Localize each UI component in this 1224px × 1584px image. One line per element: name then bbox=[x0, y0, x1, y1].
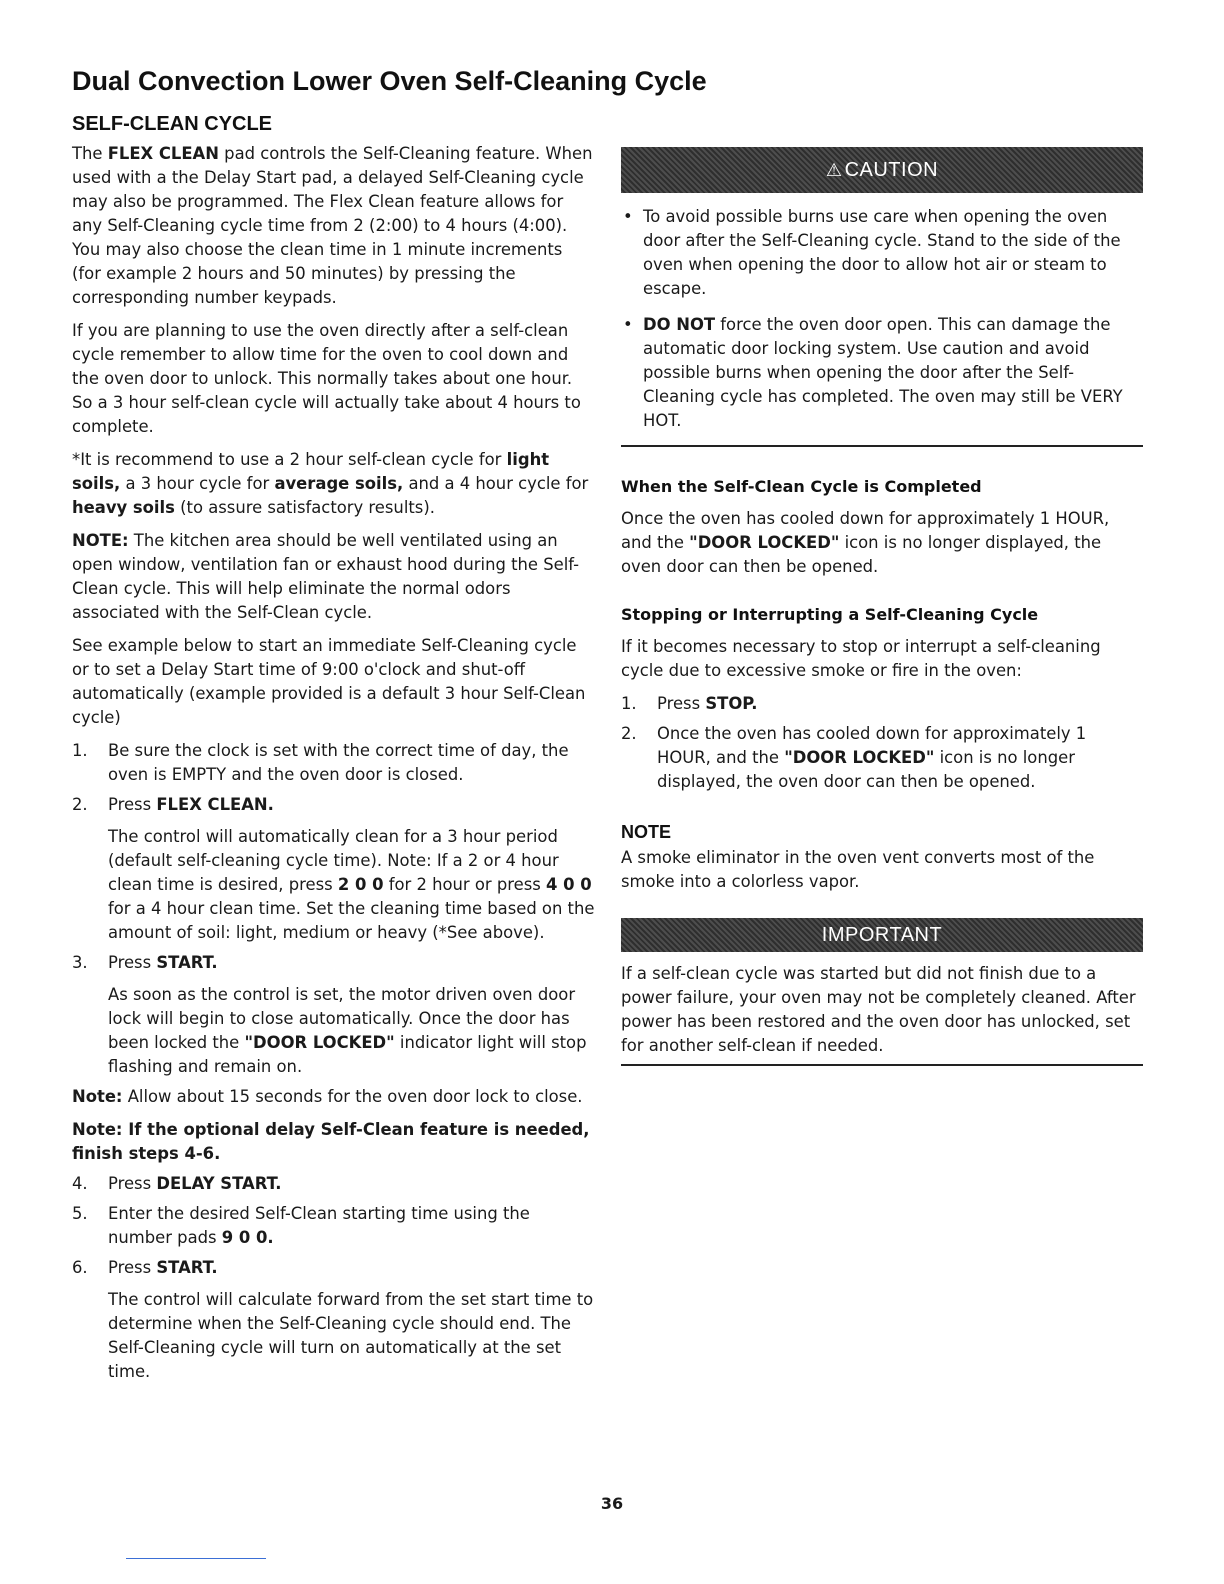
right-column bbox=[621, 147, 1143, 1066]
step-4: 4. Press DELAY START. bbox=[72, 1174, 282, 1193]
delay-note: Note: If the optional delay Self-Clean feature is needed, finish steps 4-6. bbox=[72, 1120, 590, 1163]
step-3-detail: As soon as the control is set, the motor driven oven door lock will begin to close automatically. Once the door has been locked the "DOOR LOCKED" indicator light will stop flashing and remain on. bbox=[108, 985, 587, 1076]
steps-list-a bbox=[72, 739, 596, 1079]
page-number: 36 bbox=[600, 1494, 624, 1513]
important-text: If a self-clean cycle was started but did not finish due to a power failure, your oven may not be completely cleaned. After power has been restored and the oven door has unlocked, set for another self-clean if needed. bbox=[621, 964, 1136, 1055]
step-2-detail: The control will automatically clean for a 3 hour period (default self-cleaning cycle time). Note: If a 2 or 4 hour clean time is desired, press 2 0 0 for 2 hour or press 4 0 0 for a 4 hour clean time. Set the cleaning time based on the amount of soil: light, medium or heavy (*See above). bbox=[108, 827, 595, 942]
note-heading: NOTE bbox=[621, 822, 672, 842]
stopping-steps bbox=[621, 692, 1143, 794]
left-column bbox=[72, 112, 596, 1390]
step-5: 5. Enter the desired Self-Clean starting time using the number pads 9 0 0. bbox=[72, 1204, 530, 1247]
step-6-detail: The control will calculate forward from the set start time to determine when the Self-Cleaning cycle should end. The Self-Cleaning cycle will turn on automatically at the set time. bbox=[108, 1290, 594, 1381]
completed-heading: When the Self-Clean Cycle is Completed bbox=[621, 477, 982, 496]
caution-banner bbox=[621, 147, 1143, 193]
footer-line bbox=[126, 1558, 266, 1559]
recommend-paragraph: *It is recommend to use a 2 hour self-clean cycle for light soils, a 3 hour cycle for average soils, and a 4 hour cycle for heavy soils (to assure satisfactory results). bbox=[72, 450, 589, 517]
completed-text: Once the oven has cooled down for approximately 1 HOUR, and the "DOOR LOCKED" icon is no longer displayed, the oven door can then be opened. bbox=[621, 509, 1110, 576]
stopping-heading: Stopping or Interrupting a Self-Cleaning Cycle bbox=[621, 605, 1039, 624]
important-divider bbox=[621, 1064, 1143, 1066]
caution-item: • DO NOT force the oven door open. This can damage the automatic door locking system. Use caution and avoid possible burns when opening the door after the Self-Cleaning cycle has completed. The oven may still be VERY HOT. bbox=[623, 315, 1123, 430]
step-1: 1. Be sure the clock is set with the correct time of day, the oven is EMPTY and the oven door is closed. bbox=[72, 741, 569, 784]
important-banner bbox=[621, 918, 1143, 952]
lock-note: Note: Allow about 15 seconds for the oven door lock to close. bbox=[72, 1087, 583, 1106]
caution-item: • To avoid possible burns use care when opening the oven door after the Self-Cleaning cycle. Stand to the side of the oven when opening the door to allow hot air or steam to escape. bbox=[623, 207, 1121, 298]
steps-list-b bbox=[72, 1172, 596, 1384]
note-text: A smoke eliminator in the oven vent converts most of the smoke into a colorless vapor. bbox=[621, 848, 1095, 891]
important-label: IMPORTANT bbox=[821, 924, 943, 946]
caution-divider bbox=[621, 445, 1143, 447]
step-3: 3. Press START. As soon as the control is set, the motor driven oven door lock will begin to close automatically. Once the door has been locked the "DOOR LOCKED" indicator light will stop flashing and remain on. bbox=[72, 951, 596, 1079]
example-paragraph: See example below to start an immediate Self-Cleaning cycle or to set a Delay Start time of 9:00 o'clock and shut-off automatically (example provided is a default 3 hour Self-Clean cycle) bbox=[72, 636, 586, 727]
stop-step-2: 2. Once the oven has cooled down for approximately 1 HOUR, and the "DOOR LOCKED" icon is no longer displayed, the oven door can then be opened. bbox=[621, 724, 1087, 791]
planning-paragraph: If you are planning to use the oven directly after a self-clean cycle remember to allow time for the oven to cool down and the oven door to unlock. This normally takes about one hour. So a 3 hour self-clean cycle will actually take about 4 hours to complete. bbox=[72, 321, 581, 436]
warning-triangle-icon: ⚠ bbox=[825, 160, 843, 180]
caution-list bbox=[621, 205, 1143, 433]
intro-paragraph: The FLEX CLEAN pad controls the Self-Cleaning feature. When used with a the Delay Start pad, a delayed Self-Cleaning cycle may also be programmed. The Flex Clean feature allows for any Self-Cleaning cycle time from 2 (2:00) to 4 hours (4:00). You may also choose the clean time in 1 minute increments (for example 2 hours and 50 minutes) by pressing the corresponding number keypads. bbox=[72, 144, 593, 307]
step-2: 2. Press FLEX CLEAN. The control will automatically clean for a 3 hour period (default self-cleaning cycle time). Note: If a 2 or 4 hour clean time is desired, press 2 0 0 for 2 hour or press 4 0 0 for a 4 hour clean time. Set the cleaning time based on the amount of soil: light, medium or heavy (*See above). bbox=[72, 793, 596, 945]
stop-step-1: 1. Press STOP. bbox=[621, 694, 758, 713]
ventilation-note: NOTE: The kitchen area should be well ventilated using an open window, ventilation fan or exhaust hood during the Self-Clean cycle. This will help eliminate the normal odors associated with the Self-Clean cycle. bbox=[72, 531, 580, 622]
page-title: Dual Convection Lower Oven Self-Cleaning Cycle bbox=[72, 66, 707, 96]
caution-label: CAUTION bbox=[844, 159, 939, 181]
stopping-text: If it becomes necessary to stop or interrupt a self-cleaning cycle due to excessive smoke or fire in the oven: bbox=[621, 637, 1101, 680]
section-title: SELF-CLEAN CYCLE bbox=[72, 113, 272, 135]
bullet-dot-icon: • bbox=[623, 315, 633, 334]
bullet-dot-icon: • bbox=[623, 207, 633, 226]
step-6: 6. Press START. The control will calculate forward from the set start time to determine when the Self-Cleaning cycle should end. The Self-Cleaning cycle will turn on automatically at the set time. bbox=[72, 1256, 596, 1384]
